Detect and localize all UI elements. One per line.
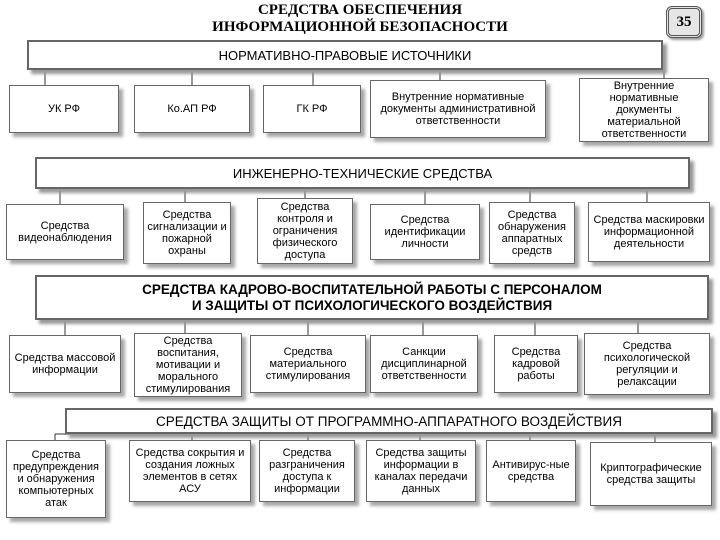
legal-item-internal-material: Внутренние нормативные документы материальной ответственности — [579, 78, 709, 142]
heading-personnel-work — [35, 275, 709, 320]
heading-legal-sources — [27, 40, 663, 70]
sw-item-cryptography: Криптографические средства защиты — [590, 442, 712, 506]
personnel-item-education: Средства воспитания, мотивации и морального стимулирования — [134, 333, 242, 397]
sw-item-concealment: Средства сокрытия и создания ложных элементов в сетях АСУ — [129, 440, 251, 502]
heading-engineering-means — [35, 157, 690, 189]
eng-item-video: Средства видеонаблюдения — [6, 204, 124, 260]
legal-item-uk-rf: УК РФ — [9, 85, 119, 133]
eng-item-masking: Средства маскировки информационной деятельности — [588, 202, 710, 262]
sw-item-attack-detection: Средства предупреждения и обнаружения компьютерных атак — [6, 440, 106, 518]
title-line-2: ИНФОРМАЦИОННОЙ БЕЗОПАСНОСТИ — [212, 19, 508, 35]
sw-item-antivirus: Антивирус-ные средства — [486, 440, 576, 502]
personnel-item-hr-work: Средства кадровой работы — [494, 335, 578, 393]
heading-software-hardware-protection — [65, 408, 713, 434]
eng-item-hardware-detection: Средства обнаружения аппаратных средств — [489, 202, 575, 264]
heading-line: СРЕДСТВА КАДРОВО-ВОСПИТАТЕЛЬНОЙ РАБОТЫ С ПЕРСОНАЛОМ — [142, 281, 602, 297]
heading-line: СРЕДСТВА ЗАЩИТЫ ОТ ПРОГРАММНО-АППАРАТНОГО ВОЗДЕЙСТВИЯ — [156, 413, 622, 429]
personnel-item-disciplinary: Санкции дисциплинарной ответственности — [370, 335, 478, 393]
eng-item-alarm: Средства сигнализации и пожарной охраны — [143, 202, 231, 264]
eng-item-identification: Средства идентификации личности — [370, 204, 480, 260]
page-number-badge: 35 — [666, 6, 702, 38]
legal-item-koap-rf: Ко.АП РФ — [134, 85, 250, 133]
eng-item-access-control: Средства контроля и ограничения физического доступа — [257, 198, 353, 264]
heading-line: ИНЖЕНЕРНО-ТЕХНИЧЕСКИЕ СРЕДСТВА — [232, 165, 493, 181]
heading-line: НОРМАТИВНО-ПРАВОВЫЕ ИСТОЧНИКИ — [218, 47, 472, 63]
legal-item-internal-admin: Внутренние нормативные документы административной ответственности — [370, 80, 546, 138]
personnel-item-mass-media: Средства массовой информации — [9, 335, 121, 393]
personnel-item-material-incentives: Средства материального стимулирования — [250, 335, 366, 393]
legal-item-gk-rf: ГК РФ — [263, 85, 361, 133]
title-line-1: СРЕДСТВА ОБЕСПЕЧЕНИЯ — [257, 2, 463, 18]
sw-item-access-delimitation: Средства разграничения доступа к информации — [259, 440, 355, 502]
personnel-item-psych-regulation: Средства психологической регуляции и релаксации — [584, 333, 710, 395]
sw-item-channel-protection: Средства защиты информации в каналах передачи данных — [366, 440, 476, 502]
heading-line: И ЗАЩИТЫ ОТ ПСИХОЛОГИЧЕСКОГО ВОЗДЕЙСТВИЯ — [191, 297, 553, 313]
